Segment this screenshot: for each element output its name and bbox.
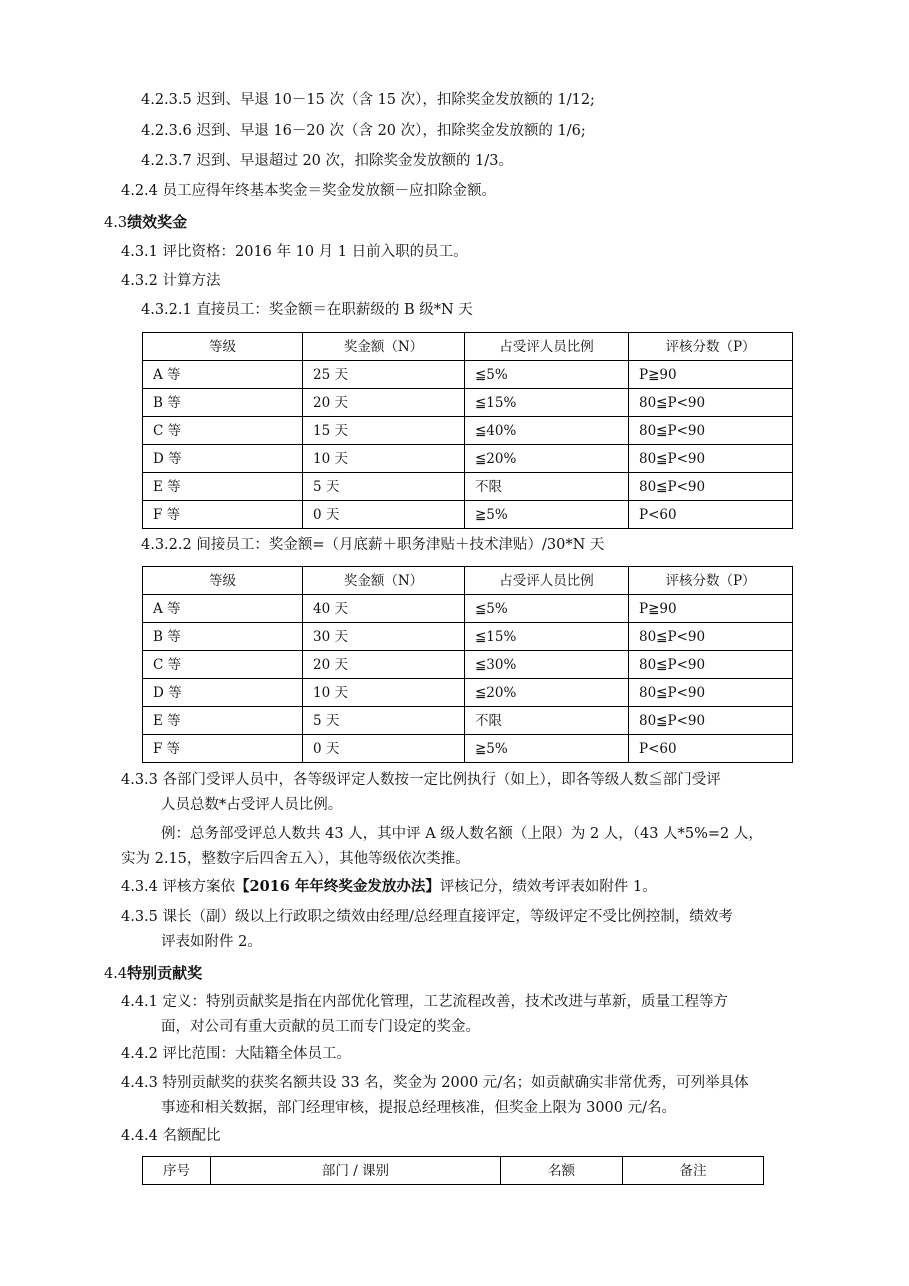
- clause-4-4-4: 4.4.4 名额配比: [121, 1128, 221, 1144]
- cell-bonus: 30 天: [303, 623, 465, 651]
- table-row: [143, 473, 793, 501]
- cell-grade: C 等: [143, 651, 303, 679]
- clause-4-3-1: 4.3.1 评比资格：2016 年 10 月 1 日前入职的员工。: [121, 244, 468, 260]
- cell-grade: C 等: [143, 417, 303, 445]
- cell-grade: A 等: [143, 361, 303, 389]
- section-4-4-heading: [104, 963, 202, 984]
- cell-bonus: 10 天: [303, 445, 465, 473]
- direct-staff-bonus-table: [142, 332, 793, 529]
- cell-score: P≧90: [629, 361, 793, 389]
- policy-title: 【2016 年年终奖金发放办法】: [235, 878, 440, 895]
- cell-score: 80≦P<90: [629, 707, 793, 735]
- cell-bonus: 10 天: [303, 679, 465, 707]
- table-header-row: [143, 567, 793, 595]
- cell-grade: F 等: [143, 735, 303, 763]
- cell-score: 80≦P<90: [629, 445, 793, 473]
- table-row: [143, 361, 793, 389]
- table-row: [143, 707, 793, 735]
- clause-4-4-3-line1: 4.4.3 特别贡献奖的获奖名额共设 33 名，奖金为 2000 元/名；如贡献确实非常优秀，可列举具体: [121, 1075, 749, 1091]
- col-header-remarks: 备注: [623, 1157, 764, 1185]
- cell-ratio: ≧5%: [465, 501, 629, 529]
- section-title: 特别贡献奖: [127, 964, 203, 982]
- col-header-grade: 等级: [143, 567, 303, 595]
- table-header-row: [143, 1157, 764, 1185]
- cell-grade: D 等: [143, 445, 303, 473]
- cell-ratio: ≦15%: [465, 389, 629, 417]
- cell-ratio: ≦20%: [465, 679, 629, 707]
- clause-4-4-2: 4.4.2 评比范围：大陆籍全体员工。: [121, 1046, 352, 1062]
- col-header-ratio: 占受评人员比例: [465, 333, 629, 361]
- clause-4-3-4-suffix: 评核记分，绩效考评表如附件 1。: [439, 879, 657, 895]
- col-header-serial: 序号: [143, 1157, 211, 1185]
- cell-score: 80≦P<90: [629, 389, 793, 417]
- cell-score: 80≦P<90: [629, 679, 793, 707]
- cell-score: P<60: [629, 501, 793, 529]
- cell-bonus: 15 天: [303, 417, 465, 445]
- col-header-score: 评核分数（P）: [629, 333, 793, 361]
- section-number: 4.3: [104, 215, 128, 231]
- cell-score: 80≦P<90: [629, 473, 793, 501]
- clause-4-2-3-7: 4.2.3.7 迟到、早退超过 20 次，扣除奖金发放额的 1/3。: [141, 153, 513, 169]
- table-header-row: [143, 333, 793, 361]
- cell-score: 80≦P<90: [629, 623, 793, 651]
- clause-4-3-2-2: 4.3.2.2 间接员工：奖金额=（月底薪＋职务津贴＋技术津贴）/30*N 天: [141, 537, 605, 553]
- cell-ratio: ≦15%: [465, 623, 629, 651]
- cell-ratio: ≦5%: [465, 361, 629, 389]
- col-header-bonus: 奖金额（N）: [303, 567, 465, 595]
- cell-grade: E 等: [143, 473, 303, 501]
- cell-grade: A 等: [143, 595, 303, 623]
- table-row: [143, 735, 793, 763]
- clause-4-2-4: 4.2.4 员工应得年终基本奖金＝奖金发放额－应扣除金额。: [121, 183, 497, 199]
- cell-grade: F 等: [143, 501, 303, 529]
- table-row: [143, 623, 793, 651]
- clause-4-3-3-line2: 人员总数*占受评人员比例。: [161, 797, 343, 813]
- table-row: [143, 651, 793, 679]
- clause-4-2-3-5: 4.2.3.5 迟到、早退 10－15 次（含 15 次），扣除奖金发放额的 1/12;: [141, 92, 595, 108]
- cell-bonus: 40 天: [303, 595, 465, 623]
- cell-score: P<60: [629, 735, 793, 763]
- section-title: 绩效奖金: [127, 213, 188, 231]
- clause-4-3-3-line1: 4.3.3 各部门受评人员中，各等级评定人数按一定比例执行（如上），即各等级人数≦部门受评: [121, 772, 721, 788]
- clause-4-3-5-line1: 4.3.5 课长（副）级以上行政职之绩效由经理/总经理直接评定，等级评定不受比例控制，绩效考: [121, 909, 733, 925]
- table-row: [143, 417, 793, 445]
- clause-4-3-4: [121, 877, 657, 897]
- cell-score: P≧90: [629, 595, 793, 623]
- col-header-ratio: 占受评人员比例: [465, 567, 629, 595]
- table-row: [143, 595, 793, 623]
- clause-4-3-2: 4.3.2 计算方法: [121, 273, 221, 289]
- table-row: [143, 501, 793, 529]
- clause-4-2-3-6: 4.2.3.6 迟到、早退 16－20 次（含 20 次），扣除奖金发放额的 1/6;: [141, 123, 586, 139]
- cell-bonus: 20 天: [303, 389, 465, 417]
- indirect-staff-bonus-table: [142, 566, 793, 763]
- cell-bonus: 25 天: [303, 361, 465, 389]
- clause-4-3-5-line2: 评表如附件 2。: [161, 934, 262, 950]
- table-row: [143, 445, 793, 473]
- cell-bonus: 5 天: [303, 707, 465, 735]
- col-header-bonus: 奖金额（N）: [303, 333, 465, 361]
- cell-score: 80≦P<90: [629, 651, 793, 679]
- cell-bonus: 20 天: [303, 651, 465, 679]
- clause-4-4-1-line2: 面，对公司有重大贡献的员工而专门设定的奖金。: [161, 1019, 480, 1035]
- clause-4-4-3-line2: 事迹和相关数据，部门经理审核，提报总经理核准，但奖金上限为 3000 元/名。: [161, 1100, 677, 1116]
- cell-ratio: 不限: [465, 473, 629, 501]
- cell-ratio: ≦30%: [465, 651, 629, 679]
- cell-ratio: ≧5%: [465, 735, 629, 763]
- col-header-grade: 等级: [143, 333, 303, 361]
- cell-grade: E 等: [143, 707, 303, 735]
- cell-ratio: ≦20%: [465, 445, 629, 473]
- cell-grade: D 等: [143, 679, 303, 707]
- example-line1: 例：总务部受评总人数共 43 人，其中评 A 级人数名额（上限）为 2 人，（43 人*5%=2 人，: [161, 826, 763, 842]
- cell-bonus: 0 天: [303, 735, 465, 763]
- cell-ratio: 不限: [465, 707, 629, 735]
- section-4-3-heading: [104, 212, 187, 233]
- col-header-department: 部门 / 课别: [211, 1157, 501, 1185]
- cell-bonus: 0 天: [303, 501, 465, 529]
- clause-4-3-4-prefix: 4.3.4 评核方案依: [121, 879, 236, 895]
- cell-grade: B 等: [143, 389, 303, 417]
- clause-4-4-1-line1: 4.4.1 定义：特别贡献奖是指在内部优化管理，工艺流程改善，技术改进与革新，质量工程等方: [121, 994, 728, 1010]
- example-line2: 实为 2.15，整数字后四舍五入），其他等级依次类推。: [121, 851, 470, 867]
- table-row: [143, 389, 793, 417]
- cell-grade: B 等: [143, 623, 303, 651]
- section-number: 4.4: [104, 966, 128, 982]
- table-row: [143, 679, 793, 707]
- quota-allocation-table: [142, 1156, 764, 1185]
- cell-ratio: ≦40%: [465, 417, 629, 445]
- col-header-quota: 名额: [501, 1157, 623, 1185]
- cell-score: 80≦P<90: [629, 417, 793, 445]
- cell-bonus: 5 天: [303, 473, 465, 501]
- cell-ratio: ≦5%: [465, 595, 629, 623]
- col-header-score: 评核分数（P）: [629, 567, 793, 595]
- clause-4-3-2-1: 4.3.2.1 直接员工：奖金额＝在职薪级的 B 级*N 天: [141, 302, 473, 318]
